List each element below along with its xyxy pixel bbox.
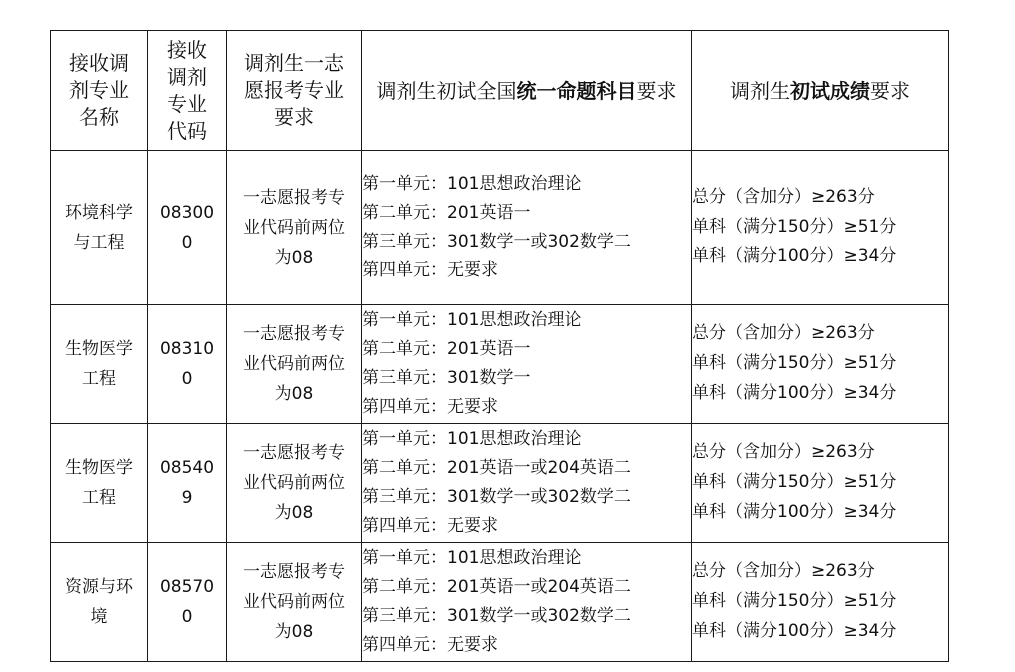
score-total: 总分（含加分）≥263分 [692, 186, 875, 207]
major-name-cell [51, 424, 148, 543]
header-score-requirements [692, 31, 949, 151]
table-row [51, 424, 949, 543]
first-choice-cell [227, 424, 362, 543]
subjects-cell [362, 543, 692, 662]
unit-label: 第四单元： [362, 515, 447, 536]
header-score-requirements-text [692, 78, 948, 104]
unit-line [362, 425, 691, 454]
unit-label: 第一单元： [362, 429, 447, 450]
unit-value: 无要求 [447, 396, 498, 417]
table-row [51, 151, 949, 305]
unit-label: 第四单元： [362, 634, 447, 655]
major-name: 生物医学工程 [65, 458, 133, 508]
header-major-code [148, 31, 227, 151]
major-code: 083100 [159, 339, 215, 389]
table-row [51, 305, 949, 424]
unit-label: 第二单元： [362, 458, 447, 479]
unit-line [362, 335, 691, 364]
unit-label: 第一单元： [362, 173, 447, 194]
header-unified-subjects [362, 31, 692, 151]
unit-label: 第三单元： [362, 368, 447, 388]
scores-cell [692, 424, 949, 543]
unit-line [362, 544, 691, 573]
score-single-150: 单科（满分150分）≥51分 [692, 591, 897, 612]
score-single-150: 单科（满分150分）≥51分 [692, 216, 897, 237]
header-major-name-text: 接收调剂专业名称 [69, 51, 129, 129]
unit-value: 301数学一或302数学二 [447, 231, 631, 252]
header-major-name [51, 31, 148, 151]
major-code-cell [148, 305, 227, 424]
first-choice-requirement: 一志愿报考专业代码前两位为08 [243, 562, 345, 642]
scores-cell [692, 543, 949, 662]
major-code-cell [148, 543, 227, 662]
major-code: 085409 [159, 458, 215, 508]
subjects-cell [362, 305, 692, 424]
unit-line [362, 393, 691, 422]
unit-value: 101思想政治理论 [447, 173, 582, 194]
unit-line [362, 512, 691, 541]
score-total: 总分（含加分）≥263分 [692, 561, 875, 582]
table-row [51, 543, 949, 662]
score-single-100: 单科（满分100分）≥34分 [692, 620, 897, 641]
unit-line [362, 170, 691, 199]
header-subjects-prefix: 调剂生初试全国 [376, 78, 517, 103]
unit-line [362, 454, 691, 483]
unit-value: 101思想政治理论 [447, 429, 582, 450]
unit-label: 第一单元： [362, 310, 447, 331]
unit-value: 101思想政治理论 [447, 310, 582, 331]
major-name-cell [51, 543, 148, 662]
unit-line [362, 573, 691, 602]
header-scores-bold: 初试成绩 [790, 78, 870, 103]
unit-line [362, 199, 691, 228]
header-row [51, 31, 949, 151]
subjects-cell [362, 151, 692, 305]
first-choice-requirement: 一志愿报考专业代码前两位为08 [243, 324, 345, 404]
unit-value: 无要求 [447, 634, 498, 655]
score-single-100: 单科（满分100分）≥34分 [692, 382, 897, 403]
major-name: 生物医学工程 [65, 339, 133, 389]
unit-line [362, 483, 691, 512]
unit-line [362, 228, 691, 257]
header-subjects-suffix: 要求 [636, 78, 677, 103]
unit-value: 301数学一 [447, 368, 531, 388]
scores-cell [692, 305, 949, 424]
unit-line [362, 256, 691, 285]
unit-value: 101思想政治理论 [447, 548, 582, 569]
major-code: 083000 [159, 202, 215, 253]
unit-label: 第一单元： [362, 548, 447, 569]
unit-value: 301数学一或302数学二 [447, 606, 631, 626]
score-single-100: 单科（满分100分）≥34分 [692, 501, 897, 522]
subjects-cell [362, 424, 692, 543]
score-total: 总分（含加分）≥263分 [692, 323, 875, 344]
score-single-150: 单科（满分150分）≥51分 [692, 353, 897, 374]
first-choice-requirement: 一志愿报考专业代码前两位为08 [243, 443, 345, 523]
unit-value: 201英语一 [447, 202, 531, 223]
header-first-choice [227, 31, 362, 151]
unit-line [362, 364, 691, 393]
header-first-choice-text: 调剂生一志愿报考专业要求 [244, 51, 344, 129]
header-subjects-bold: 统一命题科目 [516, 78, 637, 103]
first-choice-cell [227, 305, 362, 424]
unit-value: 201英语一或204英语二 [447, 458, 631, 479]
unit-label: 第二单元： [362, 339, 447, 360]
unit-value: 301数学一或302数学二 [447, 487, 631, 507]
major-name: 资源与环境 [65, 577, 133, 627]
scores-cell [692, 151, 949, 305]
major-code: 085700 [159, 577, 215, 627]
unit-value: 201英语一或204英语二 [447, 577, 631, 598]
unit-value: 201英语一 [447, 339, 531, 360]
unit-label: 第四单元： [362, 396, 447, 417]
first-choice-requirement: 一志愿报考专业代码前两位为08 [243, 187, 345, 268]
unit-value: 无要求 [447, 515, 498, 536]
header-unified-subjects-text [377, 78, 677, 104]
header-major-code-text: 接收调剂专业代码 [167, 37, 207, 143]
major-name-cell [51, 305, 148, 424]
first-choice-cell [227, 543, 362, 662]
major-name: 环境科学与工程 [65, 202, 133, 253]
first-choice-cell [227, 151, 362, 305]
header-scores-prefix: 调剂生 [730, 78, 790, 103]
score-single-150: 单科（满分150分）≥51分 [692, 472, 897, 493]
score-single-100: 单科（满分100分）≥34分 [692, 246, 897, 267]
unit-value: 无要求 [447, 260, 498, 281]
score-total: 总分（含加分）≥263分 [692, 442, 875, 463]
unit-label: 第二单元： [362, 577, 447, 598]
unit-line [362, 306, 691, 335]
major-code-cell [148, 424, 227, 543]
admission-transfer-table [50, 30, 949, 662]
unit-label: 第二单元： [362, 202, 447, 223]
unit-label: 第三单元： [362, 606, 447, 626]
unit-line [362, 631, 691, 660]
major-name-cell [51, 151, 148, 305]
unit-line [362, 602, 691, 631]
unit-label: 第三单元： [362, 231, 447, 252]
header-scores-suffix: 要求 [870, 78, 910, 103]
unit-label: 第四单元： [362, 260, 447, 281]
major-code-cell [148, 151, 227, 305]
unit-label: 第三单元： [362, 487, 447, 507]
